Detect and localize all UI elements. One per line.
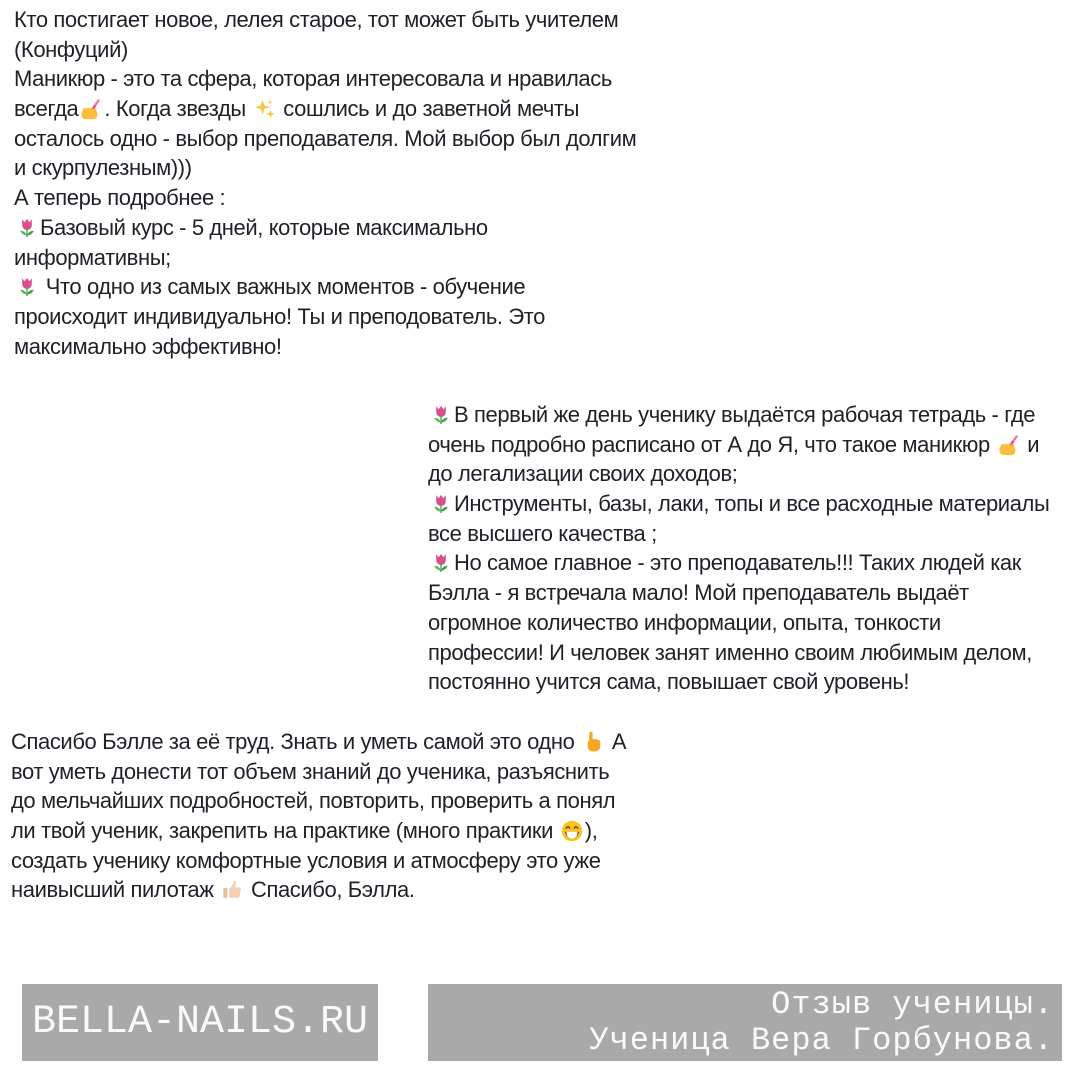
text-line: вот уметь донести тот объем знаний до ученика, разъяснить: [11, 758, 610, 784]
review-credit-banner: [428, 984, 1062, 1061]
text-line: постоянно учится сама, повышает свой уровень!: [428, 669, 910, 695]
nail-polish-emoji: [79, 97, 103, 121]
grinning-emoji: [560, 819, 584, 843]
review-banner-line1: Отзыв ученицы.: [771, 985, 1054, 1023]
text-line: профессии! И человек занят именно своим любимым делом,: [428, 639, 1032, 665]
text-line: Кто постигает новое, лелея старое, тот может быть учителем: [14, 7, 619, 32]
text-line: Что одно из самых важных моментов - обучение: [14, 272, 636, 302]
sparkles-emoji: [253, 97, 277, 121]
tulip-emoji: [429, 551, 453, 575]
course-details-block: [428, 400, 1049, 697]
text-line: огромное количество информации, опыта, тонкости: [428, 609, 941, 635]
site-banner: [22, 984, 378, 1061]
tulip-emoji: [429, 403, 453, 427]
quote-review-block: [14, 5, 636, 361]
text-line: информативны;: [14, 244, 171, 270]
text-line: происходит индивидуально! Ты и преподователь. Это: [14, 303, 546, 329]
tulip-emoji: [429, 492, 453, 516]
nail-polish-emoji: [997, 433, 1021, 457]
text-line: до мельчайших подробностей, повторить, проверить а понял: [11, 788, 616, 814]
text-line: всегда . Когда звезды сошлись и до заветной мечты: [14, 96, 579, 122]
text-line: Инструменты, базы, лаки, топы и все расходные материалы: [428, 489, 1049, 519]
text-line: наивысший пилотаж Спасибо, Бэлла.: [11, 877, 415, 903]
text-line: Базовый курс - 5 дней, которые максимально: [14, 213, 636, 243]
text-line: до легализации своих доходов;: [428, 461, 738, 487]
text-line: А теперь подробнее :: [14, 185, 226, 211]
text-line: Бэлла - я встречала мало! Мой преподаватель выдаёт: [428, 580, 969, 606]
text-line: Маникюр - это та сфера, которая интересовала и нравилась: [14, 66, 612, 92]
text-line: все высшего качества ;: [428, 520, 657, 546]
thumbs-up-emoji: [220, 878, 244, 902]
text-line: и скурпулезным))): [14, 155, 192, 181]
tulip-emoji: [15, 275, 39, 299]
review-banner-line2: Ученица Вера Горбунова.: [589, 1021, 1054, 1059]
text-line: (Конфуций): [14, 36, 128, 62]
site-banner-label: BELLA-NAILS.RU: [31, 1000, 369, 1045]
text-line: создать ученику комфортные условия и атмосферу это уже: [11, 847, 601, 873]
text-line: В первый же день ученику выдаётся рабочая тетрадь - где: [428, 400, 1049, 430]
text-line: Спасибо Бэлле за её труд. Знать и уметь самой это одно А: [11, 729, 627, 754]
text-line: осталось одно - выбор преподавателя. Мой выбор был долгим: [14, 125, 637, 151]
tulip-emoji: [15, 216, 39, 240]
text-line: ли твой ученик, закрепить на практике (много практики ),: [11, 818, 598, 844]
text-line: максимально эффективно!: [14, 333, 282, 359]
text-line: Но самое главное - это преподаватель!!! Таких людей как: [428, 548, 1049, 578]
thanks-block: [11, 727, 626, 905]
text-line: очень подробно расписано от А до Я, что такое маникюр и: [428, 431, 1040, 457]
point-up-emoji: [581, 730, 605, 754]
